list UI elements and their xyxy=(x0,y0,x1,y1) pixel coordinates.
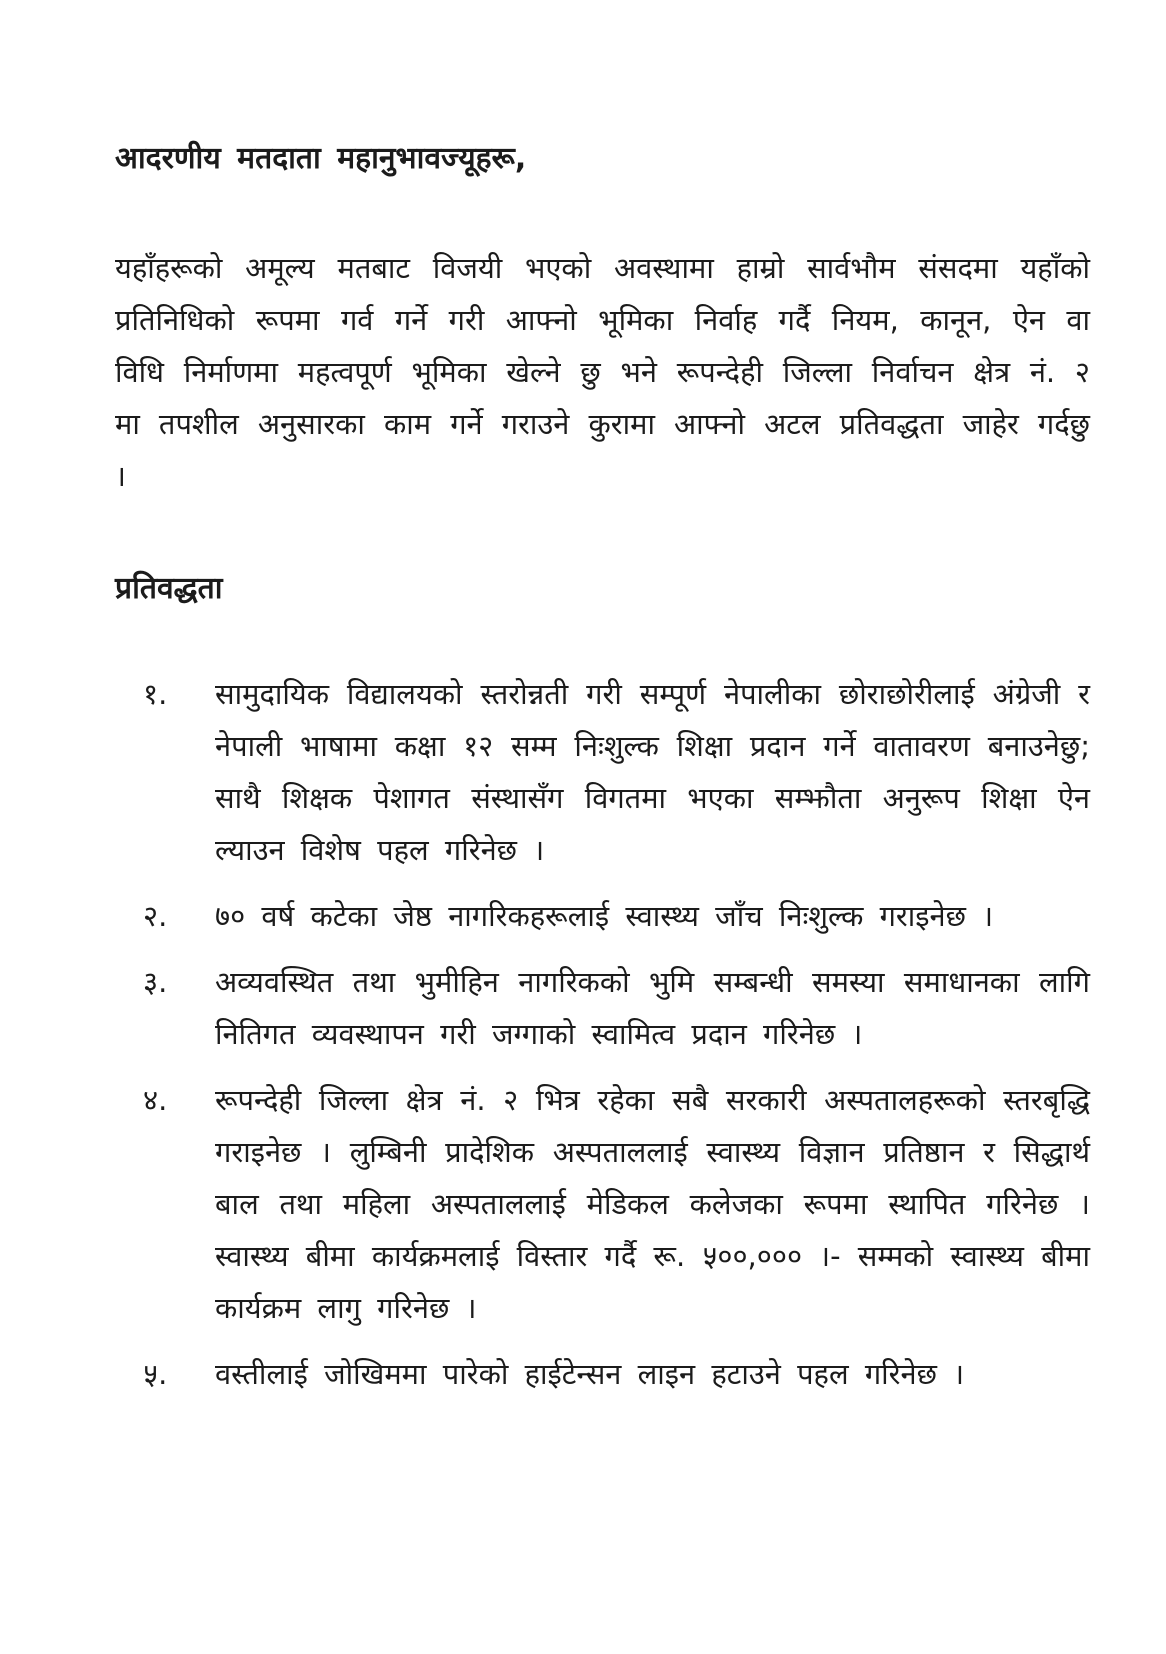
intro-paragraph: यहाँहरूको अमूल्य मतबाट विजयी भएको अवस्थामा हाम्रो सार्वभौम संसदमा यहाँको प्रतिनिधिको रूपमा गर्व गर्ने गरी आफ्नो भूमिका निर्वाह गर्दै नियम, कानून, ऐन वा विधि निर्माणमा महत्वपूर्ण भूमिका खेल्ने छु भने रूपन्देही जिल्ला निर्वाचन क्षेत्र नं. २ मा तपशील अनुसारका काम गर्ने गराउने कुरामा आफ्नो अटल प्रतिवद्धता जाहेर गर्दछु । xyxy=(115,251,1090,493)
list-item xyxy=(143,1348,1090,1400)
list-item xyxy=(143,668,1090,876)
list-item-number: १. xyxy=(143,677,168,711)
list-item-number: ५. xyxy=(143,1357,168,1391)
list-item-text: वस्तीलाई जोखिममा पारेको हाईटेन्सन लाइन हटाउने पहल गरिनेछ । xyxy=(215,1357,965,1391)
list-item-number: २. xyxy=(143,899,168,933)
list-item xyxy=(143,890,1090,942)
commitments-section-heading: प्रतिवद्धता xyxy=(115,571,223,606)
salutation-heading: आदरणीय मतदाता महानुभावज्यूहरू, xyxy=(115,141,527,176)
list-item-number: ४. xyxy=(143,1083,168,1117)
list-item-text: अव्यवस्थित तथा भुमीहिन नागरिकको भुमि सम्बन्धी समस्या समाधानका लागि नितिगत व्यवस्थापन गरी जग्गाको स्वामित्व प्रदान गरिनेछ । xyxy=(215,965,1090,1051)
list-item-text: रूपन्देही जिल्ला क्षेत्र नं. २ भित्र रहेका सबै सरकारी अस्पतालहरूको स्तरबृद्धि गराइनेछ । लुम्बिनी प्रादेशिक अस्पताललाई स्वास्थ्य विज्ञान प्रतिष्ठान र सिद्धार्थ बाल तथा महिला अस्पताललाई मेडिकल कलेजका रूपमा स्थापित गरिनेछ । स्वास्थ्य बीमा कार्यक्रमलाई विस्तार गर्दै रू. ५००,००० ।- सम्मको स्वास्थ्य बीमा कार्यक्रम लागु गरिनेछ । xyxy=(215,1083,1090,1325)
list-item-text: सामुदायिक विद्यालयको स्तरोन्नती गरी सम्पूर्ण नेपालीका छोराछोरीलाई अंग्रेजी र नेपाली भाषामा कक्षा १२ सम्म निःशुल्क शिक्षा प्रदान गर्ने वातावरण बनाउनेछु; साथै शिक्षक पेशागत संस्थासँग विगतमा भएका सम्झौता अनुरूप शिक्षा ऐन ल्याउन विशेष पहल गरिनेछ । xyxy=(215,677,1090,867)
list-item xyxy=(143,956,1090,1060)
list-item-text: ७० वर्ष कटेका जेष्ठ नागरिकहरूलाई स्वास्थ्य जाँच निःशुल्क गराइनेछ । xyxy=(215,899,994,933)
commitment-list xyxy=(115,668,1090,1400)
list-item xyxy=(143,1074,1090,1334)
list-item-number: ३. xyxy=(143,965,168,999)
